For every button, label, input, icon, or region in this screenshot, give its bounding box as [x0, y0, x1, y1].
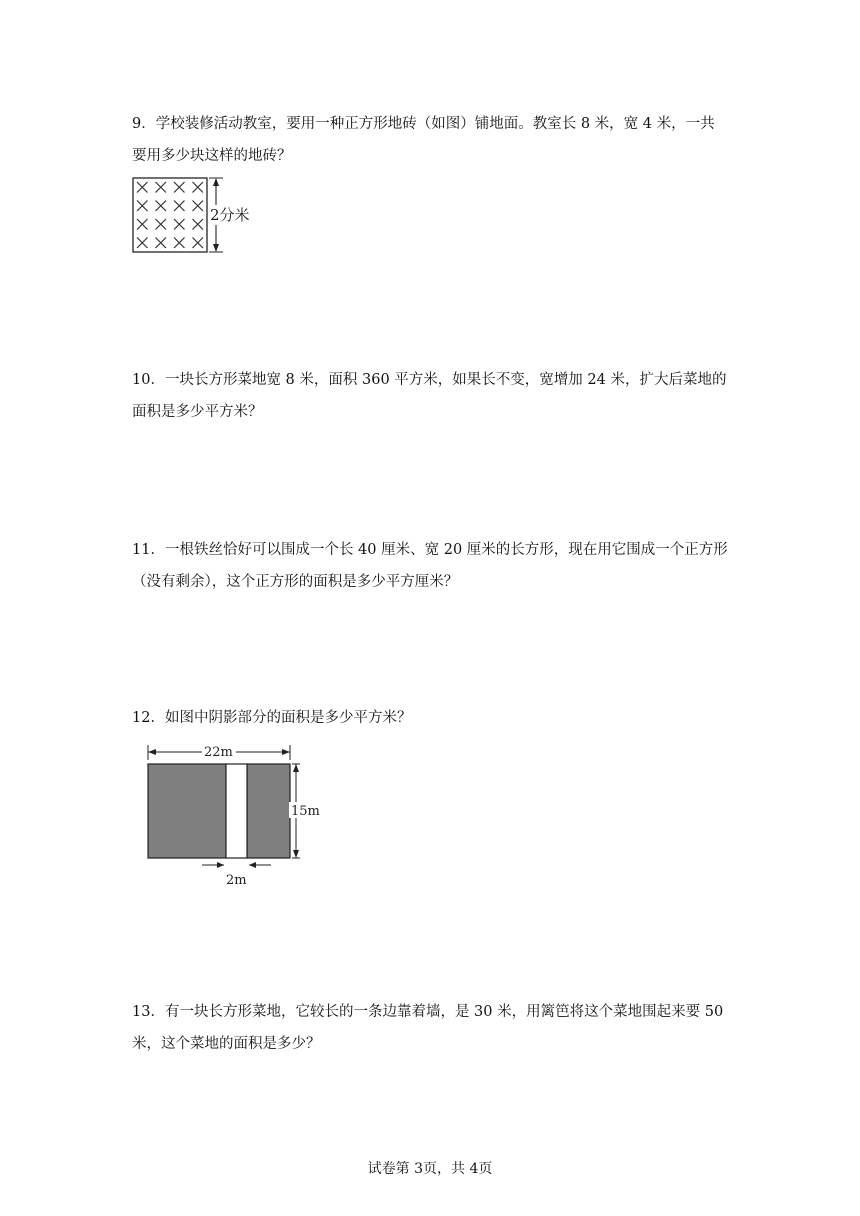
question-9-line-1: 9．学校装修活动教室，要用一种正方形地砖（如图）铺地面。教室长 8 米，宽 4 米，一共 [132, 116, 715, 132]
question-11 [132, 534, 732, 598]
white-path-strip [226, 764, 247, 858]
tile-figure [128, 172, 268, 258]
arrow-right-icon [217, 862, 224, 868]
gap-label: 2m [226, 873, 247, 888]
question-10 [132, 364, 732, 428]
tile-cross-pattern [137, 182, 203, 248]
question-13-line-2: 米，这个菜地的面积是多少？ [132, 1036, 321, 1052]
arrow-left-icon [249, 862, 256, 868]
question-12-line-1: 12．如图中阴影部分的面积是多少平方米？ [132, 710, 412, 726]
arrow-down-icon [293, 850, 299, 858]
question-13-line-1: 13．有一块长方形菜地，它较长的一条边靠着墙，是 30 米，用篱笆将这个菜地围起来要 50 [132, 1004, 724, 1020]
question-12 [132, 702, 732, 734]
arrow-left-icon [148, 749, 156, 755]
arrow-up-icon [213, 178, 219, 186]
question-11-line-2: （没有剩余），这个正方形的面积是多少平方厘米？ [132, 574, 459, 590]
shaded-region-left [148, 764, 226, 858]
shaded-figure [140, 742, 330, 892]
question-10-line-1: 10．一块长方形菜地宽 8 米，面积 360 平方米，如果长不变，宽增加 24 米，扩大后菜地的 [132, 372, 727, 388]
width-label: 22m [204, 745, 233, 760]
question-9-line-2: 要用多少块这样的地砖？ [132, 148, 292, 164]
question-11-line-1: 11．一根铁丝恰好可以围成一个长 40 厘米、宽 20 厘米的长方形，现在用它围成一个正方形 [132, 542, 728, 558]
question-10-line-2: 面积是多少平方米？ [132, 404, 263, 420]
question-9 [132, 108, 732, 172]
arrow-down-icon [213, 244, 219, 252]
tile-side-label: 2分米 [210, 206, 250, 224]
page-footer: 试卷第 3页，共 4页 [367, 1161, 493, 1177]
question-13 [132, 996, 732, 1060]
arrow-up-icon [293, 764, 299, 772]
height-label: 15m [291, 804, 320, 819]
arrow-right-icon [282, 749, 290, 755]
shaded-region-right [247, 764, 290, 858]
